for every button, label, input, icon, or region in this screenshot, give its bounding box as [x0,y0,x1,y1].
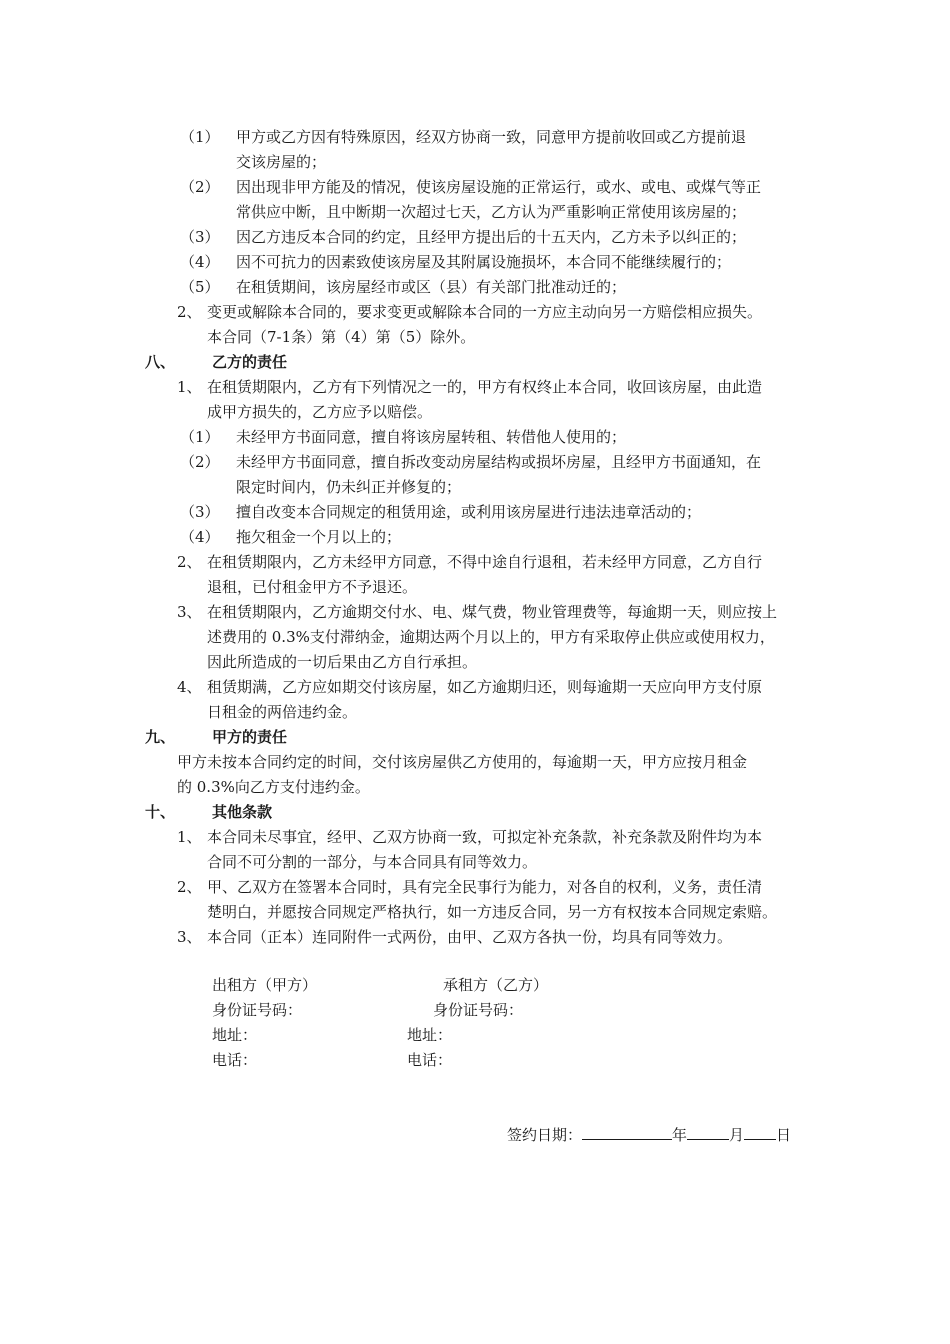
clause-text: 甲方未按本合同约定的时间，交付该房屋供乙方使用的，每逾期一天，甲方应按月租金 [177,753,748,771]
clause-text: 擅自改变本合同规定的租赁用途，或利用该房屋进行违法违章活动的； [236,503,702,521]
list-number: （4） [180,253,220,271]
month-label: 月 [729,1126,745,1144]
clause-text: 的 0.3%向乙方支付违约金。 [177,778,370,796]
day-blank[interactable] [744,1123,776,1140]
list-number: （3） [180,228,220,246]
lessee-address-label: 地址： [407,1026,453,1044]
signing-date [507,1123,791,1145]
clause-text: 未经甲方书面同意，擅自拆改变动房屋结构或损坏房屋，且经甲方书面通知，在 [236,453,762,471]
list-number: （2） [180,453,220,471]
clause-text: 甲方或乙方因有特殊原因，经双方协商一致，同意甲方提前收回或乙方提前退 [236,128,747,146]
year-label: 年 [672,1126,688,1144]
day-label: 日 [776,1126,792,1144]
list-number: 3、 [177,928,202,946]
clause-text: 合同不可分割的一部分，与本合同具有同等效力。 [207,853,538,871]
section-number: 八、 [145,353,176,371]
year-blank[interactable] [582,1123,672,1140]
clause-text: 常供应中断，且中断期一次超过七天，乙方认为严重影响正常使用该房屋的； [236,203,747,221]
signing-date-label: 签约日期： [507,1126,583,1144]
clause-text: 本合同未尽事宜，经甲、乙双方协商一致，可拟定补充条款，补充条款及附件均为本 [207,828,763,846]
list-number: （2） [180,178,220,196]
clause-text: 甲、乙双方在签署本合同时，具有完全民事行为能力，对各自的权利，义务，责任清 [207,878,763,896]
clause-text: 变更或解除本合同的，要求变更或解除本合同的一方应主动向另一方赔偿相应损失。 [207,303,763,321]
clause-text: 在租赁期限内，乙方未经甲方同意，不得中途自行退租，若未经甲方同意，乙方自行 [207,553,763,571]
lessee-phone-label: 电话： [407,1051,453,1069]
list-number: 4、 [177,678,202,696]
list-number: （1） [180,128,220,146]
lessor-address-label: 地址： [212,1026,258,1044]
clause-text: 述费用的 0.3%支付滞纳金，逾期达两个月以上的，甲方有采取停止供应或使用权力， [207,628,775,646]
clause-text: 因不可抗力的因素致使该房屋及其附属设施损坏，本合同不能继续履行的； [236,253,732,271]
clause-text: 在租赁期限内，乙方逾期交付水、电、煤气费，物业管理费等，每逾期一天，则应按上 [207,603,778,621]
month-blank[interactable] [687,1123,729,1140]
list-number: 2、 [177,303,202,321]
list-number: 1、 [177,828,202,846]
clause-text: 日租金的两倍违约金。 [207,703,358,721]
lessor-id-label: 身份证号码： [212,1001,303,1019]
clause-text: 租赁期满，乙方应如期交付该房屋，如乙方逾期归还，则每逾期一天应向甲方支付原 [207,678,763,696]
lessor-phone-label: 电话： [212,1051,258,1069]
list-number: （3） [180,503,220,521]
list-number: 3、 [177,603,202,621]
clause-text: 因出现非甲方能及的情况，使该房屋设施的正常运行，或水、或电、或煤气等正 [236,178,762,196]
clause-text: 在租赁期间，该房屋经市或区（县）有关部门批准动迁的； [236,278,627,296]
clause-text: 未经甲方书面同意，擅自将该房屋转租、转借他人使用的； [236,428,627,446]
section-title: 甲方的责任 [212,728,288,746]
clause-text: 在租赁期限内，乙方有下列情况之一的，甲方有权终止本合同，收回该房屋，由此造 [207,378,763,396]
lessor-label: 出租方（甲方） [212,976,318,994]
list-number: （5） [180,278,220,296]
list-number: 2、 [177,553,202,571]
clause-text: 成甲方损失的，乙方应予以赔偿。 [207,403,433,421]
section-title: 其他条款 [212,803,273,821]
clause-text: 本合同（7-1条）第（4）第（5）除外。 [207,328,476,346]
clause-text: 因乙方违反本合同的约定，且经甲方提出后的十五天内，乙方未予以纠正的； [236,228,747,246]
section-title: 乙方的责任 [212,353,288,371]
section-number: 九、 [145,728,176,746]
list-number: （4） [180,528,220,546]
clause-text: 本合同（正本）连同附件一式两份，由甲、乙双方各执一份，均具有同等效力。 [207,928,733,946]
clause-text: 限定时间内，仍未纠正并修复的； [236,478,462,496]
clause-text: 交该房屋的； [236,153,327,171]
list-number: 1、 [177,378,202,396]
lessee-id-label: 身份证号码： [433,1001,524,1019]
clause-text: 退租，已付租金甲方不予退还。 [207,578,418,596]
list-number: 2、 [177,878,202,896]
section-number: 十、 [145,803,176,821]
clause-text: 拖欠租金一个月以上的； [236,528,402,546]
list-number: （1） [180,428,220,446]
lessee-label: 承租方（乙方） [443,976,549,994]
clause-text: 楚明白，并愿按合同规定严格执行，如一方违反合同，另一方有权按本合同规定索赔。 [207,903,778,921]
clause-text: 因此所造成的一切后果由乙方自行承担。 [207,653,478,671]
